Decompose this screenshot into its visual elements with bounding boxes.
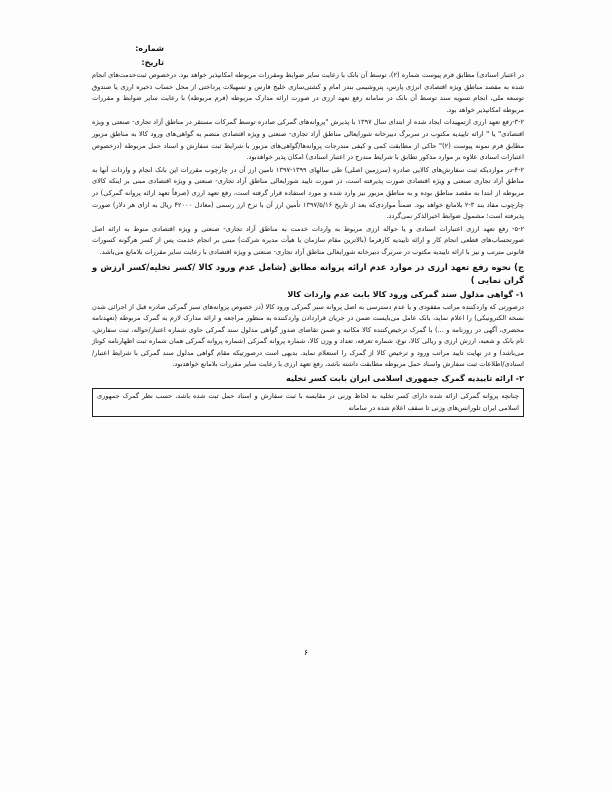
section-heading-c: ج) نحوه رفع تعهد ارزی در موارد عدم ارائه پروانه مطابق (شامل عدم ورود کالا /کسر تخلیه/کسر ارزش و گران نمایی ) — [92, 261, 524, 285]
number-label: شماره: — [135, 44, 164, 53]
paragraph: ۳-۲-رفع تعهد ارزی ازتمهیدات ایجاد شده از ابتدای سال ۱۳۹۷ با پذیرش "پروانه‌های گمرکی صادره توسط گمرکات مستقر در مناطق آزاد تجاری- صنعتی و ویژه اقتصادی" یا " ارائه تاییدیه مکتوب در سربرگ دبیرخانه شورایعالی مناطق آزاد تجاری- صنعتی و ویژه اقتصادی منضم به گواهی‌های ورود کالا به مناطق مزبور مطابق فرم نمونه پیوست (۲)" حاکی از مطابقت کمی و کیفی مندرجات پروانه‌ها/گواهی‌های مزبور با شرایط ثبت سفارش و اسناد حمل مربوطه (درخصوص اعتبارات اسنادی علاوه بر موارد مذکور تطابق با شرایط مندرج در اعتبار اسنادی) امکان پذیر خواهدبود. — [92, 118, 524, 162]
document-body — [92, 70, 524, 417]
paragraph: در اعتبار اسنادی) مطابق فرم پیوست شماره (۲)، توسط آن بانک با رعایت سایر ضوابط ومقررات مربوطه امکانپذیر خواهد بود. درخصوص ثبت‌خدمت‌های انجام شده به مقصد مناطق ویژه اقتصادی انرژی پارس، پتروشیمی بندر امام و کشتی‌سازی خلیج فارس و تسهیلات پرداختی از محل حساب ذخیره ارزی یا صندوق توسعه ملی، انجام تسویه سند توسط آن بانک در سامانه رفع تعهد ارزی در صورت ارائه مدارک مربوطه (فرم مربوطه) با رعایت سایر ضوابط و مقررات مربوطه امکانپذیر خواهد بود. — [92, 71, 525, 114]
subsection-heading-2: ۲- ارائه تاییدیه گمرک جمهوری اسلامی ایران بابت کسر تخلیه — [286, 374, 524, 384]
paragraph: درصورتی که واردکننده مراتب مفقودی و یا عدم دسترسی به اصل پروانه سبز گمرکی ورود کالا (در خصوص پروانه‌های سبز گمرکی صادره قبل از اجرائی شدن نسخه الکترونیکی) را اعلام نماید، بانک عامل می‌بایست ضمن در جریان قراردادن واردکننده به منظور مراجعه و ارائه مدارک لازم به گمرک مربوطه (تعهدنامه محضری، آگهی در روزنامه و ...) با گمرک ترخیص‌کننده کالا مکاتبه و ضمن تقاضای صدور گواهی مدلول سند گمرکی حاوی شماره اعتبار/حواله، ثبت سفارش، نام بانک و شعبه، ارزش ارزی و ریالی کالا، نوع، شماره تعرفه، تعداد و وزن کالا، شماره پروانه گمرکی (شماره پروانه گمرکی همان شماره ثبت اظهارنامه کوتاژ می‌باشد) و در نهایت تایید مراتب ورود و ترخیص کالا از گمرک را استعلام نماید. بدیهی است درصورتیکه مقام گواهی مدلول سند گمرکی با شرایط اعتبار/اسنادی/اطلاعات ثبت سفارش واسناد حمل مربوطه مطابقت داشته باشد، رفع تعهد ارزی با رعایت سایر مقررات بلامانع خواهدبود. — [92, 302, 524, 369]
paragraph: ۵-۲- رفع تعهد ارزی اعتبارات اسنادی و یا حواله ارزی مربوط به واردات خدمت به مناطق آزاد تجاری- صنعتی و ویژه اقتصادی منوط به ارائه اصل صورتحساب‌های قطعی انجام کار و ارائه تاییدیه کارفرما (بالاترین مقام سازمان یا هیأت مدیره شرکت) مبنی بر انجام خدمت پس از کسر هرگونه کسورات قانونی مترتب و نیز با ارائه تاییدیه مکتوب در سربرگ دبیرخانه شورایعالی مناطق آزاد تجاری- صنعتی و ویژه اقتصادی با رعایت سایر مقررات بلامانع می‌باشد. — [92, 224, 524, 256]
document-meta — [104, 42, 164, 70]
page-number: ۶ — [303, 648, 309, 657]
date-label: تاریخ: — [141, 58, 164, 67]
subsection-heading-1: ۱- گواهی مدلول سند گمرکی ورود کالا بابت عدم واردات کالا — [287, 289, 524, 299]
paragraph: ۴-۲-در مواردیکه ثبت سفارش‌های کالایی صادره (سرزمین اصلی) طی سالهای ۱۳۹۹-۱۳۹۷ تامین ارز آن در چارچوب مقررات این بانک انجام و واردات آنها به مناطق آزاد تجاری صنعتی و ویژه اقتصادی صورت پذیرفته است، در صورت تایید شورایعالی مناطق آزاد تجاری- صنعتی و ویژه اقتصادی مبنی بر اینکه کالای مربوطه از ابتدا به مقصد مناطق بوده و به مناطق مزبور نیز وارد شده و مورد استفاده قرار گرفته است، رفع تعهد ارزی (صرفاً تعهد ارائه پروانه گمرکی) در چارچوب مفاد بند ۳-۲ بلامانع خواهد بود. ضمناً مواردی‌که بعد از تاریخ ۱۳۹۷/۵/۱۶ تأمین ارز آن با نرخ ارز رسمی (معادل ۴۲۰۰۰ ریال به ازای هر دلار) صورت پذیرفته است؛ مشمول ضوابط اخیرالذکر نمی‌گردد. — [92, 165, 524, 221]
boxed-note: چنانچه پروانه گمرکی ارائه شده دارای کسر تخلیه به لحاظ وزنی در مقایسه با ثبت سفارش و اسناد حمل ثبت شده باشد، حسب نظر گمرک جمهوری اسلامی ایران تلورانس‌های وزنی تا سقف اعلام شده در سامانه — [92, 388, 524, 417]
